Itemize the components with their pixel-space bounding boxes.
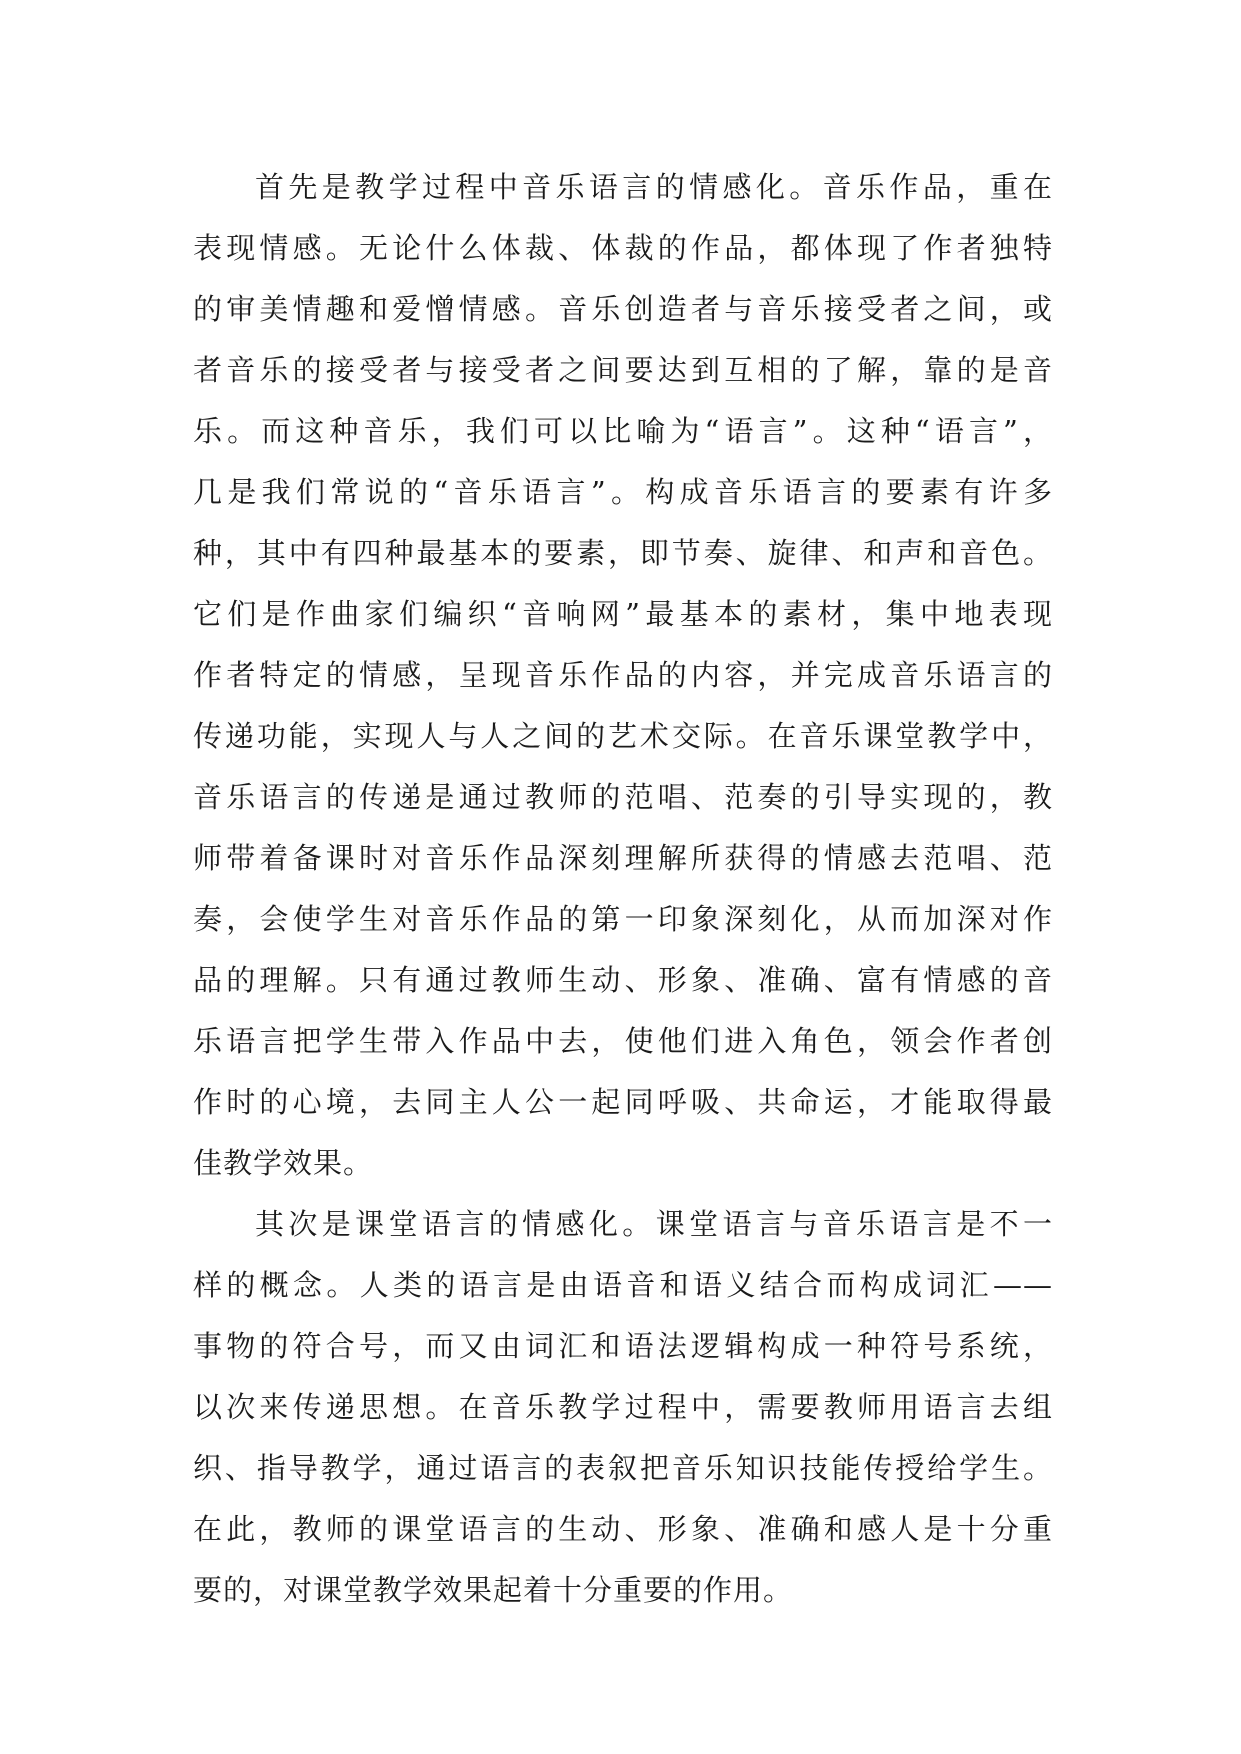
text-line: 传递功能，实现人与人之间的艺术交际。在音乐课堂教学中， [193,719,1053,753]
text-line: 它们是作曲家们编织“音响网”最基本的素材，集中地表现 [193,597,1053,631]
text-line: 首先是教学过程中音乐语言的情感化。音乐作品，重在 [255,170,1053,204]
text-line: 师带着备课时对音乐作品深刻理解所获得的情感去范唱、范 [193,841,1053,875]
text-line: 作时的心境，去同主人公一起同呼吸、共命运，才能取得最 [193,1085,1053,1119]
text-line: 织、指导教学，通过语言的表叙把音乐知识技能传授给学生。 [193,1451,1053,1485]
text-line: 者音乐的接受者与接受者之间要达到互相的了解，靠的是音 [193,353,1053,387]
text-line: 品的理解。只有通过教师生动、形象、准确、富有情感的音 [193,963,1053,997]
text-line: 种，其中有四种最基本的要素，即节奏、旋律、和声和音色。 [193,536,1053,570]
text-line: 事物的符合号，而又由词汇和语法逻辑构成一种符号系统， [193,1329,1053,1363]
text-line: 表现情感。无论什么体裁、体裁的作品，都体现了作者独特 [193,231,1053,265]
text-line: 音乐语言的传递是通过教师的范唱、范奏的引导实现的，教 [193,780,1053,814]
paragraph-2 [193,1194,1053,1621]
paragraph-1 [193,157,1053,1194]
text-line: 作者特定的情感，呈现音乐作品的内容，并完成音乐语言的 [193,658,1053,692]
text-line: 其次是课堂语言的情感化。课堂语言与音乐语言是不一 [255,1207,1053,1241]
text-line: 几是我们常说的“音乐语言”。构成音乐语言的要素有许多 [193,475,1053,509]
text-line: 的审美情趣和爱憎情感。音乐创造者与音乐接受者之间，或 [193,292,1053,326]
text-line: 佳教学效果。 [193,1146,374,1180]
text-line: 奏，会使学生对音乐作品的第一印象深刻化，从而加深对作 [193,902,1053,936]
text-line: 以次来传递思想。在音乐教学过程中，需要教师用语言去组 [193,1390,1053,1424]
text-line: 乐语言把学生带入作品中去，使他们进入角色，领会作者创 [193,1024,1053,1058]
text-line: 要的，对课堂教学效果起着十分重要的作用。 [193,1573,794,1607]
text-line: 乐。而这种音乐，我们可以比喻为“语言”。这种“语言”， [193,414,1053,448]
text-line: 在此，教师的课堂语言的生动、形象、准确和感人是十分重 [193,1512,1053,1546]
document-body [193,157,1053,1621]
text-line: 样的概念。人类的语言是由语音和语义结合而构成词汇—— [193,1268,1053,1302]
